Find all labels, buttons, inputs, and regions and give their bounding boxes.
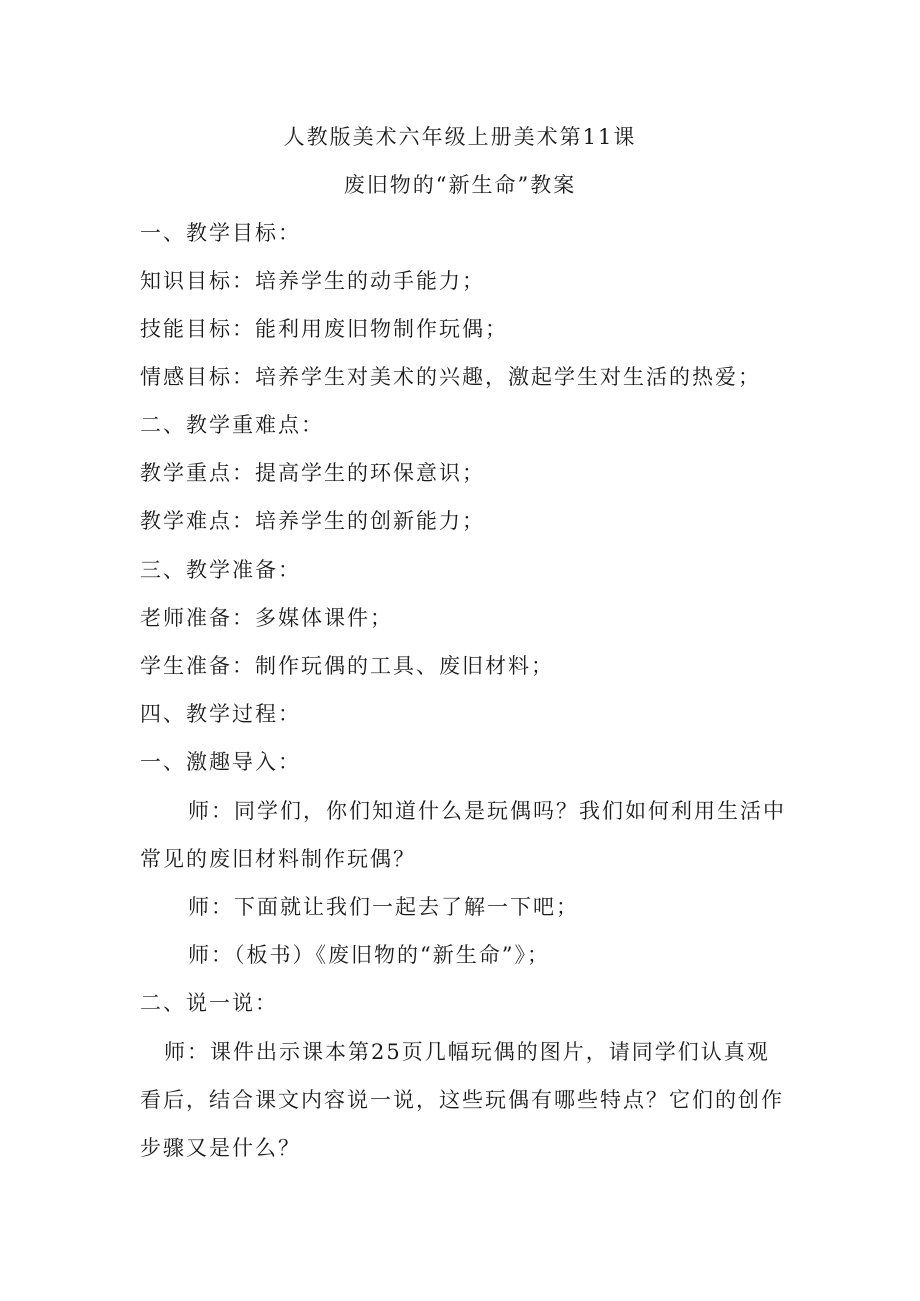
- objective-skill: 技能目标：能利用废旧物制作玩偶；: [140, 317, 508, 341]
- keypoint-difficulty: 教学难点：培养学生的创新能力；: [140, 509, 485, 533]
- document-subtitle: 废旧物的“新生命”教案: [343, 173, 577, 197]
- preparation-student: 学生准备：制作玩偶的工具、废旧材料；: [140, 654, 554, 678]
- objective-knowledge: 知识目标：培养学生的动手能力；: [140, 269, 485, 293]
- section-heading-keypoints: 二、教学重难点：: [140, 413, 324, 437]
- objective-emotion: 情感目标：培养学生对美术的兴趣，激起学生对生活的热爱；: [140, 365, 761, 389]
- step2-paragraph-line: 看后，结合课文内容说一说，这些玩偶有哪些特点？它们的创作: [140, 1088, 784, 1112]
- document-title: 人教版美术六年级上册美术第11课: [283, 125, 637, 149]
- keypoint-focus: 教学重点：提高学生的环保意识；: [140, 461, 485, 485]
- step1-paragraph-line: 师：同学们，你们知道什么是玩偶吗？我们如何利用生活中: [188, 799, 786, 823]
- section-heading-objectives: 一、教学目标：: [140, 221, 301, 245]
- step2-heading: 二、说一说：: [140, 991, 278, 1015]
- preparation-teacher: 老师准备：多媒体课件；: [140, 606, 393, 630]
- step1-paragraph: 师：下面就让我们一起去了解一下吧；: [188, 895, 579, 919]
- step2-paragraph-line: 师：课件出示课本第25页几幅玩偶的图片，请同学们认真观: [164, 1040, 770, 1064]
- section-heading-preparation: 三、教学准备：: [140, 558, 301, 582]
- step1-heading: 一、激趣导入：: [140, 750, 301, 774]
- step1-paragraph-line: 常见的废旧材料制作玩偶？: [140, 847, 416, 871]
- step2-paragraph-line: 步骤又是什么？: [140, 1136, 301, 1160]
- step1-paragraph: 师：（板书）《废旧物的“新生命”》；: [188, 943, 550, 967]
- section-heading-process: 四、教学过程：: [140, 702, 301, 726]
